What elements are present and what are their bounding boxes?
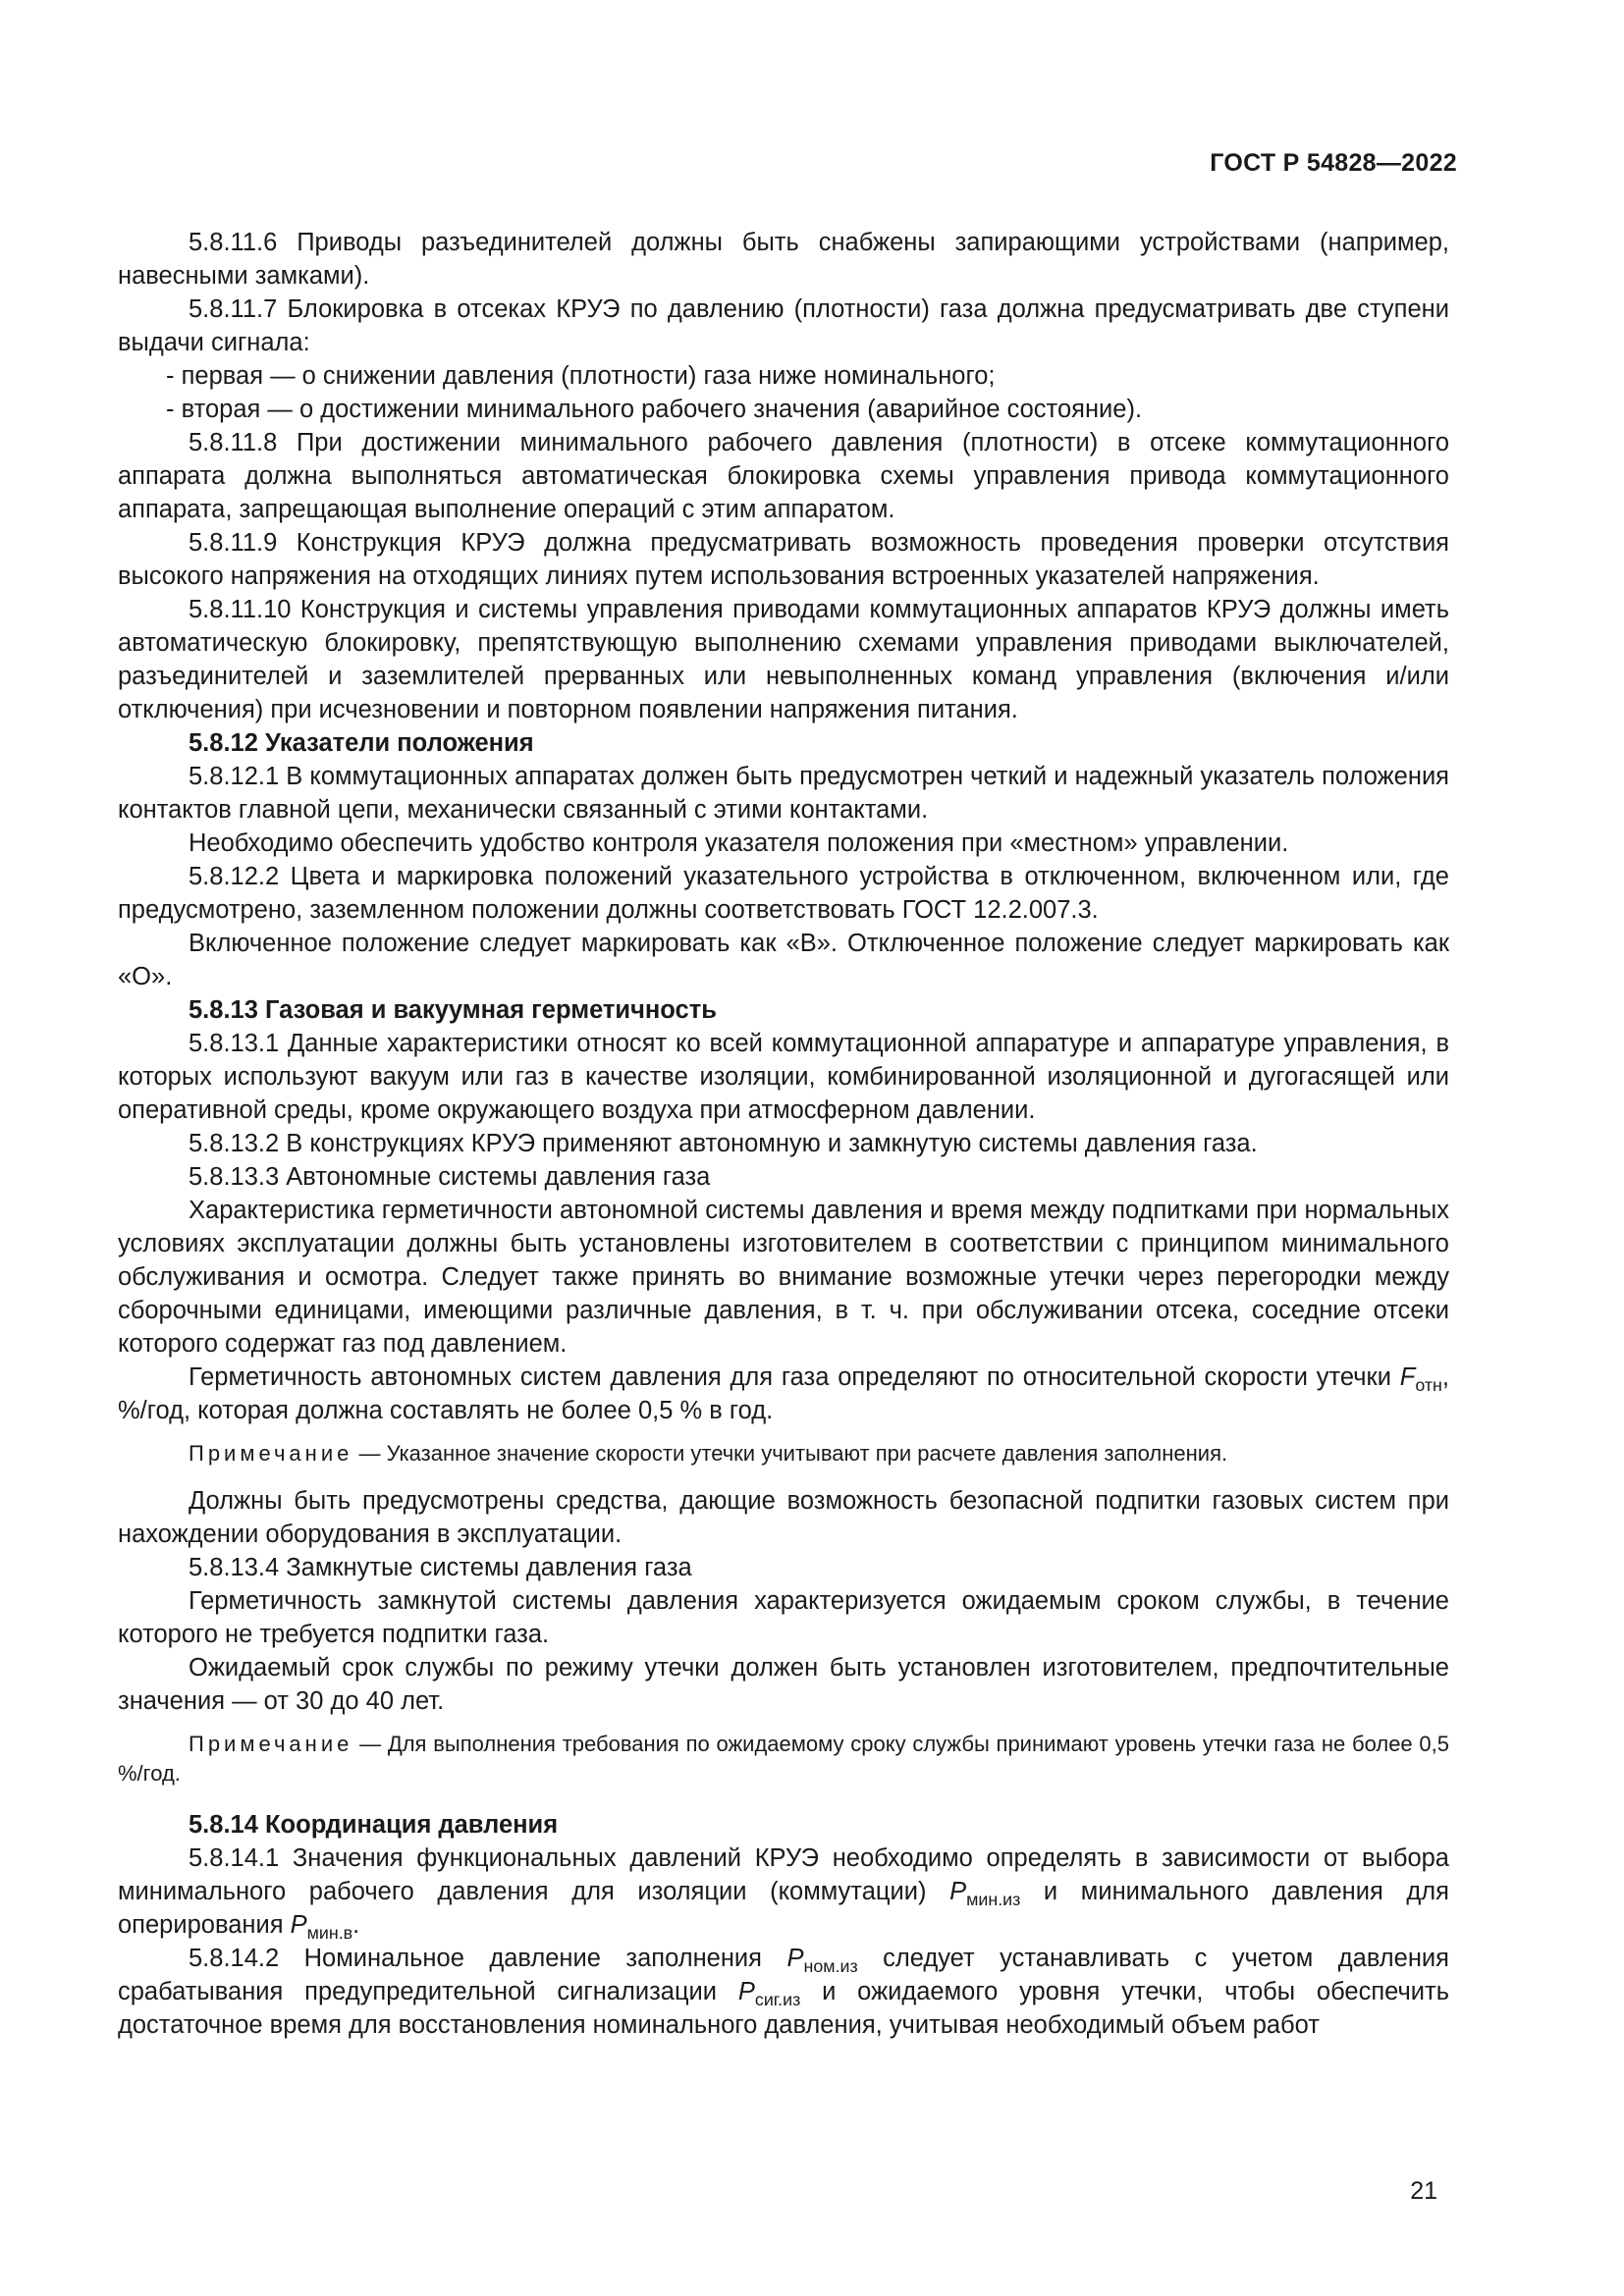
text-run: Герметичность автономных систем давления для газа определяют по относительной скорости утечки [189, 1363, 1400, 1391]
note-text: — Указанное значение скорости утечки учитывают при расчете давления заполнения. [352, 1441, 1228, 1466]
formula-variable: P [786, 1945, 804, 1972]
document-body [118, 226, 1449, 2042]
paragraph: 5.8.11.6 Приводы разъединителей должны быть снабжены запирающими устройствами (например, навесными замками). [118, 229, 1449, 290]
paragraph: Включенное положение следует маркировать как «В». Отключенное положение следует маркировать как «О». [118, 930, 1449, 990]
note-text: — Для выполнения требования по ожидаемому сроку службы принимают уровень утечки газа не более 0,5 %/год. [118, 1732, 1449, 1786]
page-number: 21 [1410, 2177, 1437, 2205]
paragraph: 5.8.11.10 Конструкция и системы управления приводами коммутационных аппаратов КРУЭ должны иметь автоматическую блокировку, препятствующую выполнению схемами управления приводами выключателей, разъединителей и заземлителей прерванных или невыполненных команд управления (включения и/или отключения) при исчезновении и повторном появлении напряжения питания. [118, 596, 1449, 723]
standard-header: ГОСТ Р 54828—2022 [1210, 149, 1457, 177]
paragraph [118, 1942, 1449, 2042]
section-heading: 5.8.12 Указатели положения [189, 729, 534, 757]
text-run: 5.8.14.2 Номинальное давление заполнения [189, 1945, 787, 1972]
text-run: . [352, 1911, 360, 1939]
paragraph: 5.8.13.3 Автономные системы давления газа [189, 1163, 711, 1191]
paragraph: 5.8.12.2 Цвета и маркировка положений указательного устройства в отключенном, включенном или, где предусмотрено, заземленном положении должны соответствовать ГОСТ 12.2.007.3. [118, 863, 1449, 924]
formula-subscript: отн [1415, 1375, 1442, 1396]
paragraph: 5.8.11.9 Конструкция КРУЭ должна предусматривать возможность проведения проверки отсутствия высокого напряжения на отходящих линиях путем использования встроенных указателей напряжения. [118, 529, 1449, 590]
formula-subscript: мин.из [966, 1890, 1021, 1910]
list-item: - вторая — о достижении минимального рабочего значения (аварийное состояние). [166, 396, 1143, 423]
paragraph: Герметичность замкнутой системы давления характеризуется ожидаемым сроком службы, в течение которого не требуется подпитки газа. [118, 1587, 1449, 1648]
formula-subscript: сиг.из [754, 1990, 801, 2010]
paragraph: 5.8.11.7 Блокировка в отсеках КРУЭ по давлению (плотности) газа должна предусматривать две ступени выдачи сигнала: [118, 295, 1449, 356]
formula-variable: P [290, 1911, 307, 1939]
formula-subscript: мин.в [306, 1923, 353, 1944]
text-run: следует устанавливать с учетом давления срабатывания предупредительной сигнализации [118, 1945, 1449, 2005]
paragraph: 5.8.11.8 При достижении минимального рабочего давления (плотности) в отсеке коммутационного аппарата должна выполняться автоматическая блокировка схемы управления привода коммутационного аппарата, запрещающая выполнение операций с этим аппаратом. [118, 429, 1449, 523]
paragraph [118, 1842, 1449, 1942]
list-item: - первая — о снижении давления (плотности) газа ниже номинального; [166, 362, 996, 390]
paragraph: 5.8.13.1 Данные характеристики относят ко всей коммутационной аппаратуре и аппаратуре управления, в которых используют вакуум или газ в качестве изоляции, комбинированной изоляционной и дугогасящей или оперативной среды, кроме окружающего воздуха при атмосферном давлении. [118, 1030, 1449, 1124]
text-run: и минимального давления для оперирования [118, 1878, 1449, 1939]
paragraph: Должны быть предусмотрены средства, дающие возможность безопасной подпитки газовых систем при нахождении оборудования в эксплуатации. [118, 1487, 1449, 1548]
note-label: Примечание [189, 1732, 353, 1756]
paragraph [118, 1361, 1449, 1427]
paragraph: 5.8.12.1 В коммутационных аппаратах должен быть предусмотрен четкий и надежный указатель положения контактов главной цепи, механически связанный с этими контактами. [118, 763, 1449, 824]
text-run: и ожидаемого уровня утечки, чтобы обеспечить достаточное время для восстановления номинального давления, учитывая необходимый объем работ [118, 1978, 1449, 2039]
formula-variable: F [1399, 1363, 1416, 1391]
section-heading: 5.8.14 Координация давления [189, 1811, 559, 1839]
note [118, 1730, 1449, 1789]
paragraph: 5.8.13.4 Замкнутые системы давления газа [189, 1554, 692, 1581]
paragraph: Ожидаемый срок службы по режиму утечки должен быть установлен изготовителем, предпочтительные значения — от 30 до 40 лет. [118, 1654, 1449, 1715]
formula-subscript: ном.из [803, 1956, 858, 1977]
paragraph: Характеристика герметичности автономной системы давления и время между подпитками при нормальных условиях эксплуатации должны быть установлены изготовителем в соответствии с принципом минимального обслуживания и осмотра. Следует также принять во внимание возможные утечки через перегородки между сборочными единицами, имеющими различные давления, в т. ч. при обслуживании отсека, соседние отсеки которого содержат газ под давлением. [118, 1197, 1449, 1358]
paragraph: Необходимо обеспечить удобство контроля указателя положения при «местном» управлении. [189, 829, 1289, 857]
formula-variable: P [737, 1978, 755, 2005]
paragraph: 5.8.13.2 В конструкциях КРУЭ применяют автономную и замкнутую системы давления газа. [189, 1130, 1258, 1157]
formula-variable: P [949, 1878, 967, 1905]
note-label: Примечание [189, 1441, 353, 1466]
text-run: , %/год, которая должна составлять не более 0,5 % в год. [118, 1363, 1449, 1424]
text-run: 5.8.14.1 Значения функциональных давлений КРУЭ необходимо определять в зависимости от выбора минимального рабочего давления для изоляции (коммутации) [118, 1844, 1449, 1905]
section-heading: 5.8.13 Газовая и вакуумная герметичность [189, 996, 717, 1024]
note [118, 1439, 1449, 1468]
